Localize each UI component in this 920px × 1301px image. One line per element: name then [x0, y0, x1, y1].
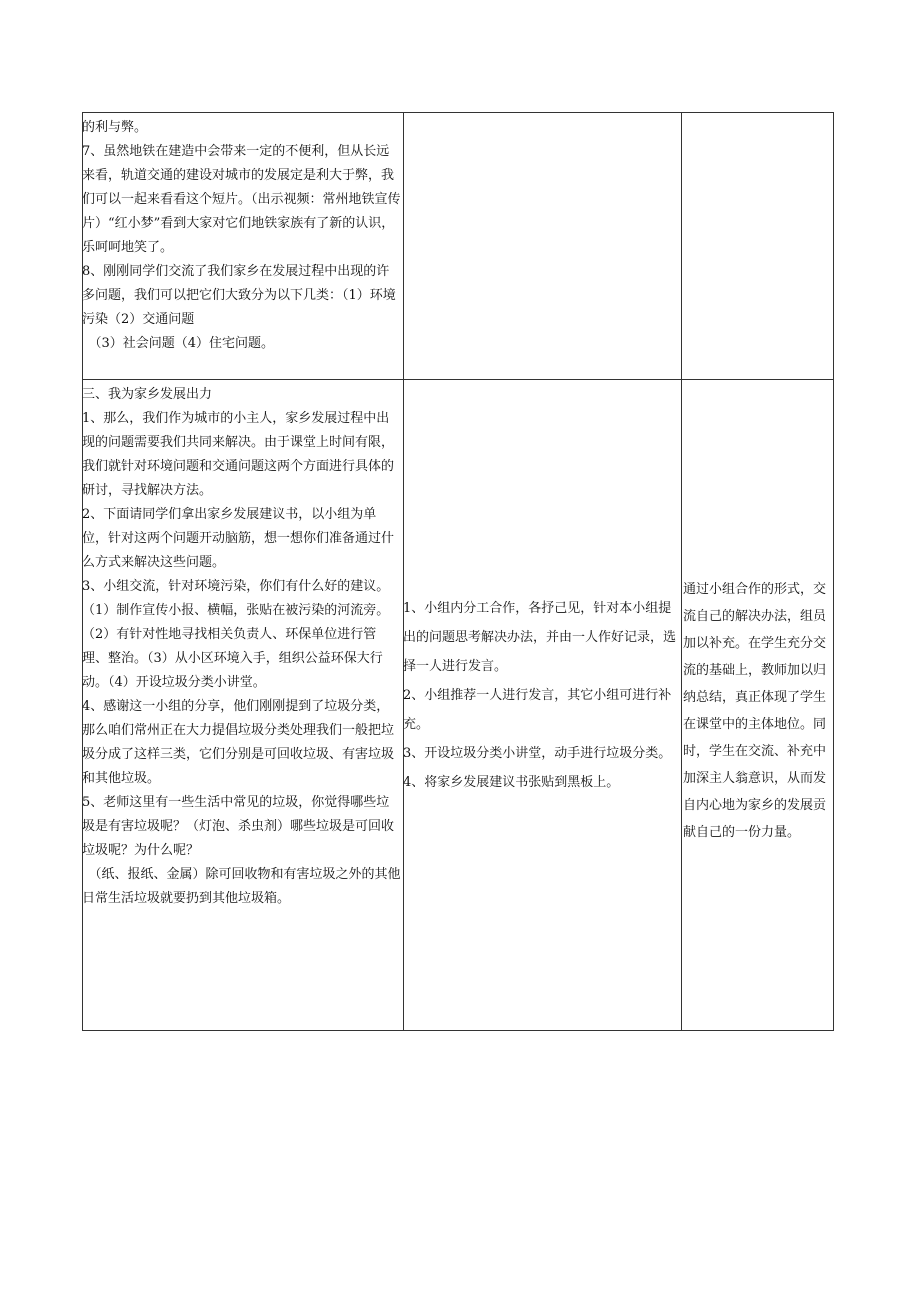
paragraph: 3、小组交流，针对环境污染，你们有什么好的建议。（1）制作宣传小报、横幅，张贴在被污染的河流旁。（2）有针对性地寻找相关负责人、环保单位进行管理、整治。（3）从小区环境入手，组织公益环保大行动。（4）开设垃圾分类小讲堂。 [82, 579, 390, 690]
paragraph: 2、下面请同学们拿出家乡发展建议书，以小组为单位，针对这两个问题开动脑筋，想一想你们准备通过什么方式来解决这些问题。 [82, 507, 395, 570]
paragraph: （纸、报纸、金属）除可回收物和有害垃圾之外的其他日常生活垃圾就要扔到其他垃圾箱。 [82, 867, 401, 906]
student-activity: 3、开设垃圾分类小讲堂，动手进行垃圾分类。 [403, 746, 672, 761]
row-divider [83, 379, 833, 380]
paragraph: 的利与弊。 [82, 120, 148, 135]
student-activity: 2、小组推荐一人进行发言，其它小组可进行补充。 [403, 688, 672, 732]
paragraph: （3）社会问题（4）住宅问题。 [82, 336, 275, 351]
paragraph: 8、刚刚同学们交流了我们家乡在发展过程中出现的许多问题，我们可以把它们大致分为以下几类：（1）环境污染（2）交通问题 [82, 264, 396, 327]
student-activity: 4、将家乡发展建议书张贴到黑板上。 [403, 775, 620, 790]
column-divider [681, 113, 682, 1030]
design-intent: 通过小组合作的形式，交流自己的解决办法，组员加以补充。在学生充分交流的基础上，教师加以归纳总结，真正体现了学生在课堂中的主体地位。同时，学生在交流、补充中加深主人翁意识，从而发自内心地为家乡的发展贡献自己的一份力量。 [683, 582, 827, 840]
paragraph: 7、虽然地铁在建造中会带来一定的不便利，但从长远来看，轨道交通的建设对城市的发展定是利大于弊，我们可以一起来看看这个短片。（出示视频：常州地铁宣传片）“红小梦”看到大家对它们地铁家族有了新的认识，乐呵呵地笑了。 [82, 144, 401, 255]
row1-col1-cell [82, 116, 402, 376]
student-activity: 1、小组内分工合作，各抒己见，针对本小组提出的问题思考解决办法，并由一人作好记录，选择一人进行发言。 [403, 601, 677, 674]
paragraph: 5、老师这里有一些生活中常见的垃圾，你觉得哪些垃圾是有害垃圾呢？（灯泡、杀虫剂）哪些垃圾是可回收垃圾呢？为什么呢？ [82, 795, 395, 858]
row1-col2-cell [403, 116, 680, 376]
row1-col3-cell [683, 116, 833, 376]
row2-col2-cell [403, 594, 680, 854]
row2-col3-cell [683, 576, 833, 856]
paragraph: 1、那么，我们作为城市的小主人，家乡发展过程中出现的问题需要我们共同来解决。由于课堂上时间有限，我们就针对环境问题和交通问题这两个方面进行具体的研讨，寻找解决方法。 [82, 411, 395, 498]
paragraph: 4、感谢这一小组的分享，他们刚刚提到了垃圾分类，那么咱们常州正在大力提倡垃圾分类处理我们一般把垃圾分成了这样三类，它们分别是可回收垃圾、有害垃圾和其他垃圾。 [82, 699, 395, 786]
section-heading: 三、我为家乡发展出力 [82, 387, 213, 402]
row2-col1-cell [82, 383, 402, 1028]
